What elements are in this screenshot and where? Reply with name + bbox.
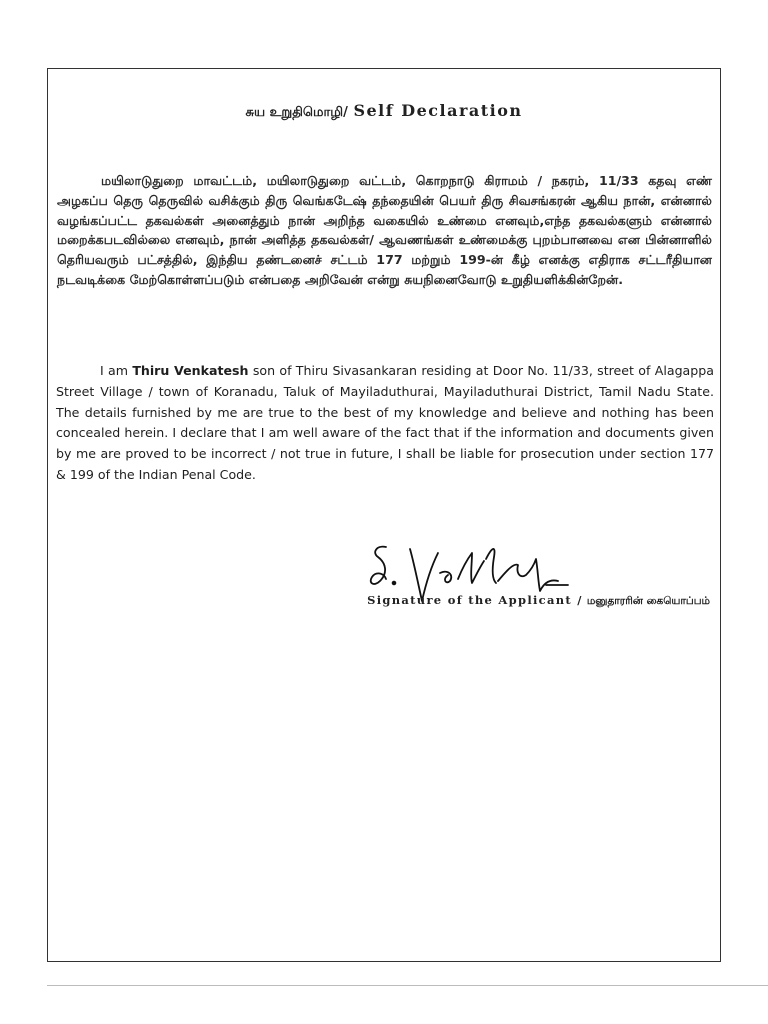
- tamil-declaration-paragraph: மயிலாடுதுறை மாவட்டம், மயிலாடுதுறை வட்டம், கொறநாடு கிராமம் / நகரம், 11/33 கதவு எண் அழகப்ப தெரு தெருவில் வசிக்கும் திரு வெங்கடேஷ் தந்தையின் பெயர் திரு சிவசங்கரன் ஆகிய நான், என்னால் வழங்கப்பட்ட தகவல்கள் அனைத்தும் நான் அறிந்த வகையில் உண்மை எனவும்,எந்த தகவல்களும் என்னால் மறைக்கபடவில்லை எனவும், நான் அளித்த தகவல்கள்/ ஆவணங்கள் உண்மைக்கு புறம்பானவை என பின்னாளில் தெரியவரும் பட்சத்தில், இந்திய தண்டனைச் சட்டம் 177 மற்றும் 199-ன் கீழ் எனக்கு எதிராக சட்டரீதியான நடவடிக்கை மேற்கொள்ளப்படும் என்பதை அறிவேன் என்று சுயநினைவோடு உறுதியளிக்கின்றேன்.: [57, 173, 712, 287]
- signature-label-tamil: மனுதாரரின் கையொப்பம்: [586, 595, 710, 607]
- page-bottom-divider: [47, 985, 768, 986]
- title-tamil: சுய உறுதிமொழி/: [245, 105, 348, 120]
- english-declaration-paragraph: [56, 361, 714, 486]
- signature-label-english: Signature of the Applicant /: [367, 593, 583, 607]
- english-body: son of Thiru Sivasankaran residing at Door No. 11/33, street of Alagappa Street Village / town of Koranadu, Taluk of Mayiladuthurai, Mayiladuthurai District, Tamil Nadu State. The details furnished by me are true to the best of my knowledge and believe and nothing has been concealed herein. I declare that I am well aware of the fact that if the information and documents given by me are proved to be incorrect / not true in future, I shall be liable for prosecution under section 177 & 199 of the Indian Penal Code.: [56, 363, 714, 482]
- english-prefix: I am: [100, 363, 133, 378]
- signature-label: [367, 593, 710, 608]
- title-english: Self Declaration: [353, 101, 523, 120]
- document-frame: [47, 68, 721, 962]
- applicant-name: Thiru Venkatesh: [132, 363, 249, 378]
- page-title: [48, 101, 720, 121]
